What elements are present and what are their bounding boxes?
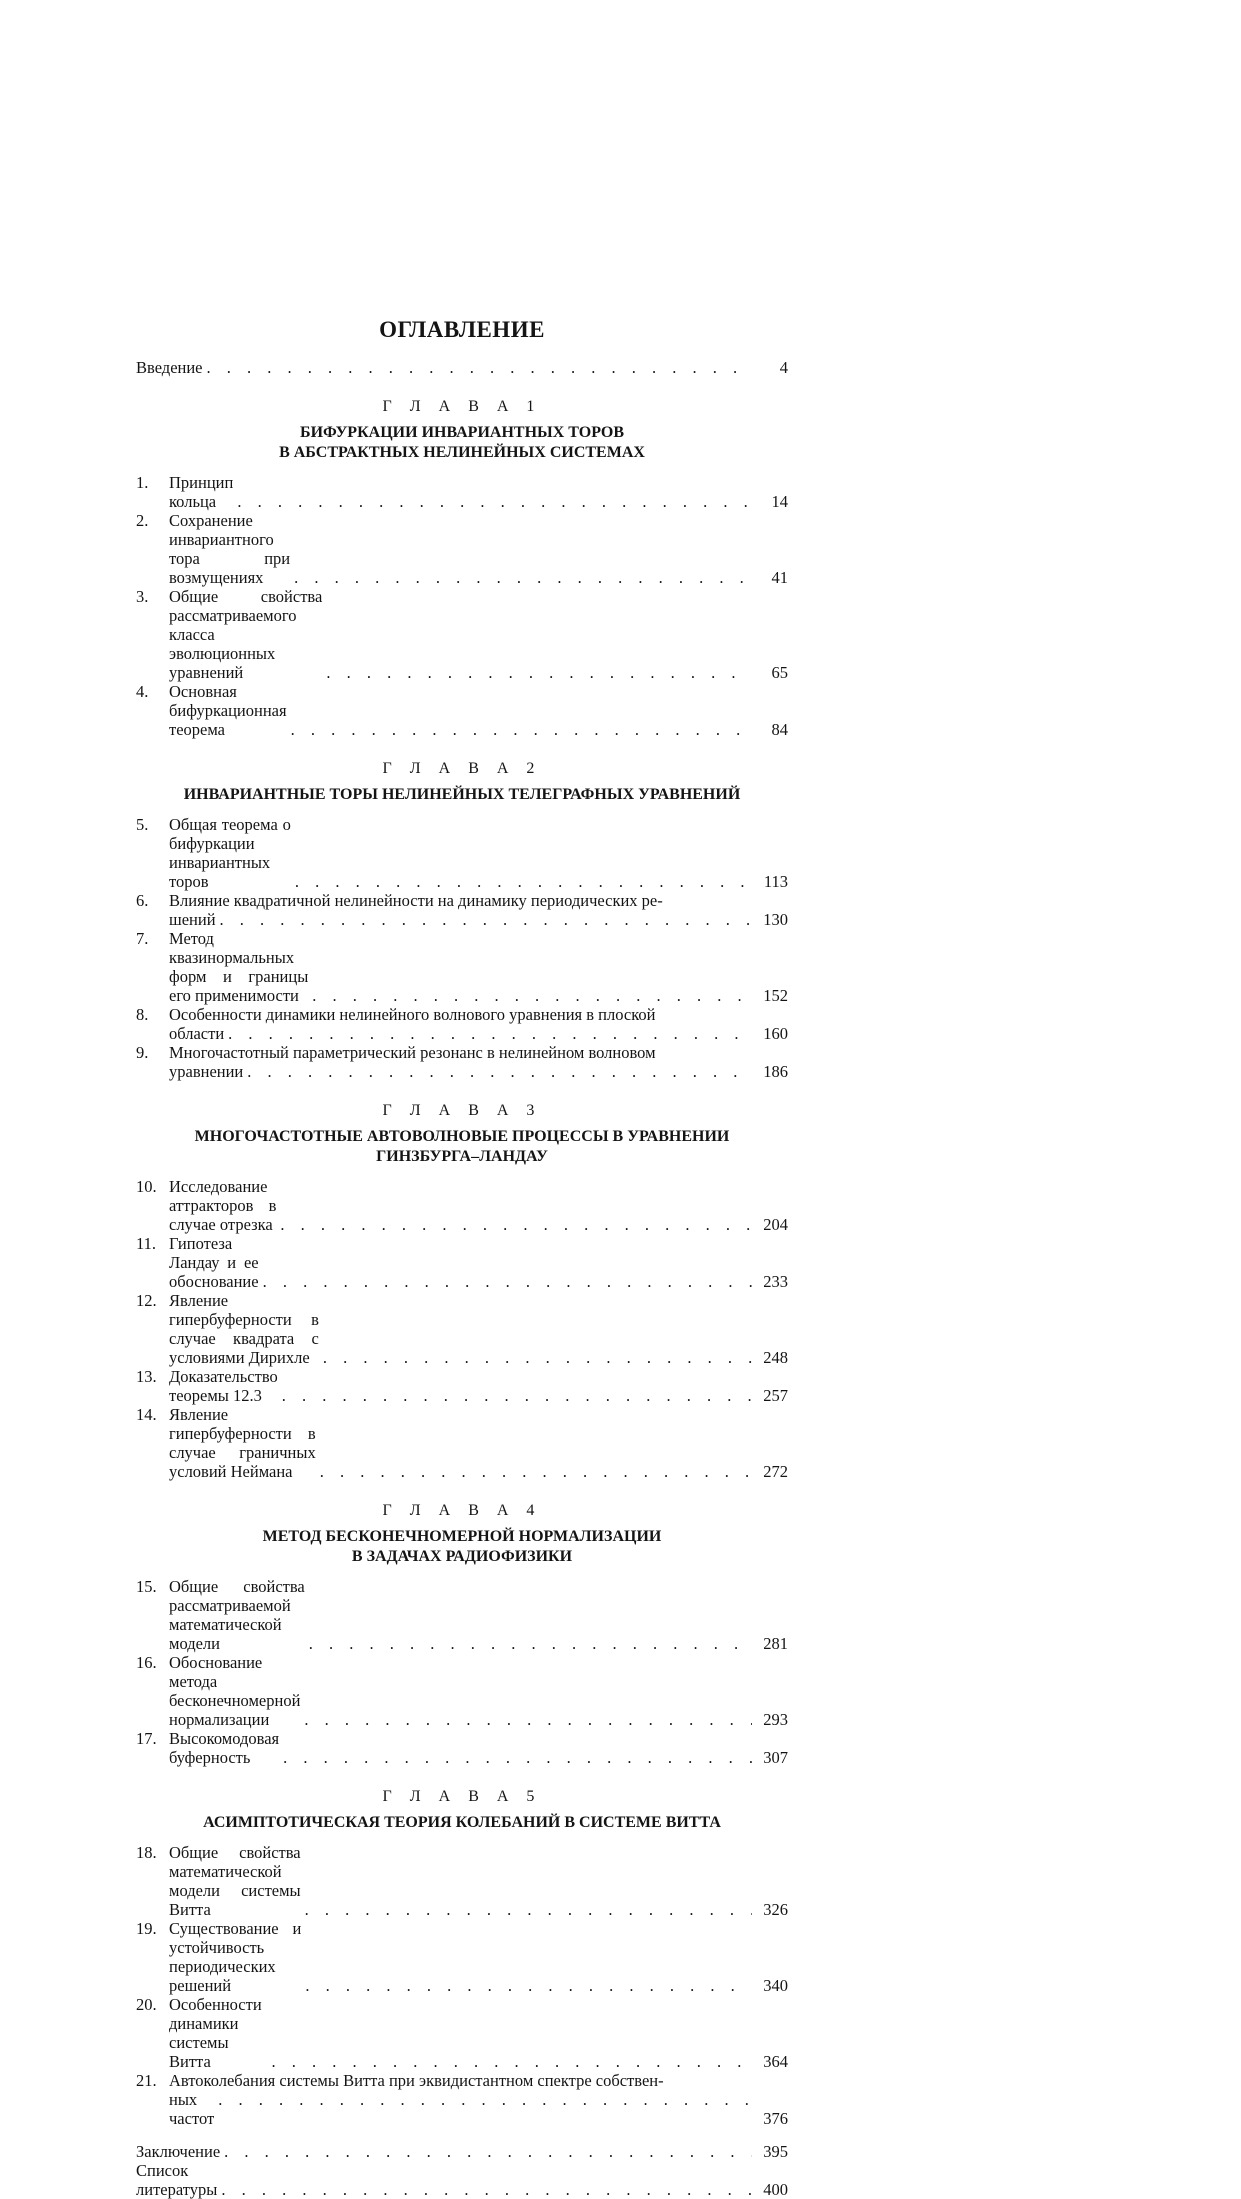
entry-text: Особенности динамики системы Витта [169, 1995, 262, 2071]
leader-dots [323, 1348, 752, 1367]
entry-page: 395 [763, 2142, 788, 2161]
chapter-title-line: В ЗАДАЧАХ РАДИОФИЗИКИ [351, 1548, 573, 1565]
entry-page: 340 [763, 1976, 788, 1995]
leader-dots [247, 1062, 752, 1081]
toc-entry[interactable] [136, 473, 788, 511]
leader-dots [221, 2180, 752, 2199]
toc-entry[interactable] [136, 1653, 788, 1729]
leader-dots [271, 2052, 752, 2071]
entry-page: 160 [763, 1024, 788, 1043]
entry-number: 3. [136, 587, 149, 606]
entry-number: 14. [136, 1405, 157, 1424]
toc-entry-intro[interactable] [136, 358, 788, 377]
leader-dots [280, 1215, 752, 1234]
entry-text-cont: ных частот [169, 2090, 215, 2128]
chapter-5 [136, 1787, 788, 2128]
entry-page: 233 [763, 1272, 788, 1291]
entry-text-cont: шений [169, 910, 216, 929]
entry-text: Введение [136, 358, 203, 377]
entry-page: 65 [771, 663, 788, 682]
toc-entry-conclusion[interactable] [136, 2142, 788, 2161]
chapter-4 [136, 1501, 788, 1767]
entry-page: 204 [763, 1215, 788, 1234]
leader-dots [309, 1634, 752, 1653]
entry-number: 7. [136, 929, 149, 948]
entry-text: Особенности динамики нелинейного волнового уравнения в плоской [169, 1005, 656, 1024]
toc-entry-bibliography[interactable] [136, 2161, 788, 2199]
entry-number: 15. [136, 1577, 157, 1596]
toc-entry[interactable] [136, 1729, 788, 1767]
entry-number: 21. [136, 2071, 157, 2090]
chapter-title [136, 1527, 788, 1567]
leader-dots [282, 1386, 752, 1405]
leader-dots [218, 2090, 752, 2128]
entry-page: 113 [763, 872, 788, 891]
toc-entry[interactable] [136, 891, 788, 929]
entry-text: Существование и устойчивость периодических решений [169, 1919, 302, 1995]
chapter-label: Г Л А В А 3 [382, 1102, 542, 1119]
toc-entry[interactable] [136, 511, 788, 587]
closing-section [136, 2142, 788, 2199]
chapter-title-line: АСИМПТОТИЧЕСКАЯ ТЕОРИЯ КОЛЕБАНИЙ В СИСТЕМЕ ВИТТА [203, 1814, 721, 1831]
chapter-title-line: ГИНЗБУРГА–ЛАНДАУ [376, 1148, 548, 1165]
entry-text: Исследование аттракторов в случае отрезка [169, 1177, 277, 1234]
leader-dots [291, 720, 752, 739]
entry-text: Общие свойства математической модели системы Витта [169, 1843, 301, 1919]
entry-text: Явление гипербуферности в случае квадрата с условиями Дирихле [169, 1291, 319, 1367]
leader-dots [305, 1976, 752, 1995]
entry-number: 2. [136, 511, 149, 530]
entry-page: 152 [763, 986, 788, 1005]
entry-number: 5. [136, 815, 149, 834]
leader-dots [207, 358, 752, 377]
entry-page: 257 [763, 1386, 788, 1405]
entry-page: 400 [763, 2180, 788, 2199]
entry-text-cont: области [169, 1024, 225, 1043]
entry-page: 248 [763, 1348, 788, 1367]
chapter-2 [136, 759, 788, 1081]
entry-page: 272 [763, 1462, 788, 1481]
entry-number: 19. [136, 1919, 157, 1938]
leader-dots [312, 986, 752, 1005]
leader-dots [320, 1462, 752, 1481]
entry-number: 10. [136, 1177, 157, 1196]
entry-page: 307 [763, 1748, 788, 1767]
leader-dots [295, 872, 752, 891]
entry-text: Сохранение инвариантного тора при возмущениях [169, 511, 291, 587]
chapter-title-line: БИФУРКАЦИИ ИНВАРИАНТНЫХ ТОРОВ [300, 424, 624, 441]
entry-number: 17. [136, 1729, 157, 1748]
entry-text: Доказательство теоремы 12.3 [169, 1367, 278, 1405]
entry-text: Общие свойства рассматриваемой математической модели [169, 1577, 305, 1653]
entry-page: 4 [779, 358, 788, 377]
chapter-title-line: МЕТОД БЕСКОНЕЧНОМЕРНОЙ НОРМАЛИЗАЦИИ [262, 1528, 662, 1545]
leader-dots [294, 568, 752, 587]
toc-entry[interactable] [136, 1005, 788, 1043]
entry-page: 84 [771, 720, 788, 739]
leader-dots [224, 2142, 752, 2161]
leader-dots [283, 1748, 752, 1767]
entry-text: Общая теорема о бифуркации инвариантных торов [169, 815, 291, 891]
entry-text-cont: уравнении [169, 1062, 244, 1081]
entry-number: 20. [136, 1995, 157, 2014]
entry-text: Метод квазинормальных форм и границы его применимости [169, 929, 309, 1005]
entry-number: 16. [136, 1653, 157, 1672]
toc-entry[interactable] [136, 587, 788, 682]
chapter-title-line: МНОГОЧАСТОТНЫЕ АВТОВОЛНОВЫЕ ПРОЦЕССЫ В УРАВНЕНИИ [194, 1128, 730, 1145]
chapter-label: Г Л А В А 2 [382, 760, 542, 777]
toc-entry[interactable] [136, 1843, 788, 1919]
entry-page: 376 [763, 2109, 788, 2128]
entry-number: 1. [136, 473, 149, 492]
toc-entry[interactable] [136, 1405, 788, 1481]
leader-dots [305, 1900, 752, 1919]
entry-text: Основная бифуркационная теорема [169, 682, 287, 739]
entry-number: 12. [136, 1291, 157, 1310]
chapter-title [136, 1813, 788, 1833]
entry-text: Обоснование метода бесконечномерной нормализации [169, 1653, 301, 1729]
page-title: ОГЛАВЛЕНИЕ [379, 317, 545, 342]
toc-entry[interactable] [136, 1577, 788, 1653]
leader-dots [326, 663, 752, 682]
entry-text: Многочастотный параметрический резонанс в нелинейном волновом [169, 1043, 656, 1062]
entry-number: 8. [136, 1005, 149, 1024]
leader-dots [220, 910, 752, 929]
entry-number: 9. [136, 1043, 149, 1062]
toc-entry[interactable] [136, 1043, 788, 1081]
toc-entry[interactable] [136, 1367, 788, 1405]
chapter-label: Г Л А В А 1 [382, 398, 542, 415]
entry-page: 293 [763, 1710, 788, 1729]
entry-page: 14 [771, 492, 788, 511]
entry-page: 41 [771, 568, 788, 587]
chapter-1 [136, 397, 788, 739]
intro-section [136, 358, 788, 377]
entry-page: 326 [763, 1900, 788, 1919]
chapter-label: Г Л А В А 4 [382, 1502, 542, 1519]
entry-page: 281 [763, 1634, 788, 1653]
toc-entry[interactable] [136, 2071, 788, 2128]
entry-number: 6. [136, 891, 149, 910]
chapter-3 [136, 1101, 788, 1481]
entry-page: 364 [763, 2052, 788, 2071]
toc-entry[interactable] [136, 1919, 788, 1995]
table-of-contents [136, 316, 788, 2199]
chapter-title [136, 785, 788, 805]
entry-page: 186 [763, 1062, 788, 1081]
entry-text: Принцип кольца [169, 473, 234, 511]
entry-text: Гипотеза Ландау и ее обоснование [169, 1234, 259, 1291]
toc-entry[interactable] [136, 1291, 788, 1367]
chapter-title [136, 423, 788, 463]
entry-text: Автоколебания системы Витта при эквидистантном спектре собствен- [169, 2071, 664, 2090]
entry-text: Список литературы [136, 2161, 218, 2199]
entry-number: 13. [136, 1367, 157, 1386]
chapter-title-line: ИНВАРИАНТНЫЕ ТОРЫ НЕЛИНЕЙНЫХ ТЕЛЕГРАФНЫХ УРАВНЕНИЙ [183, 786, 741, 803]
entry-number: 18. [136, 1843, 157, 1862]
leader-dots [304, 1710, 752, 1729]
leader-dots [228, 1024, 752, 1043]
entry-text: Высокомодовая буферность [169, 1729, 280, 1767]
toc-entry[interactable] [136, 1995, 788, 2071]
entry-number: 4. [136, 682, 149, 701]
entry-number: 11. [136, 1234, 157, 1253]
entry-text: Заключение [136, 2142, 221, 2161]
entry-page: 130 [763, 910, 788, 929]
chapter-label: Г Л А В А 5 [382, 1788, 542, 1805]
entry-text: Явление гипербуферности в случае граничных условий Неймана [169, 1405, 316, 1481]
entry-text: Влияние квадратичной нелинейности на динамику периодических ре- [169, 891, 663, 910]
toc-entry[interactable] [136, 1234, 788, 1291]
entry-text: Общие свойства рассматриваемого класса эволюционных уравнений [169, 587, 323, 682]
chapter-title [136, 1127, 788, 1167]
leader-dots [237, 492, 752, 511]
toc-entry[interactable] [136, 929, 788, 1005]
leader-dots [263, 1272, 752, 1291]
toc-entry[interactable] [136, 682, 788, 739]
chapter-title-line: В АБСТРАКТНЫХ НЕЛИНЕЙНЫХ СИСТЕМАХ [279, 444, 645, 461]
toc-entry[interactable] [136, 815, 788, 891]
toc-entry[interactable] [136, 1177, 788, 1234]
